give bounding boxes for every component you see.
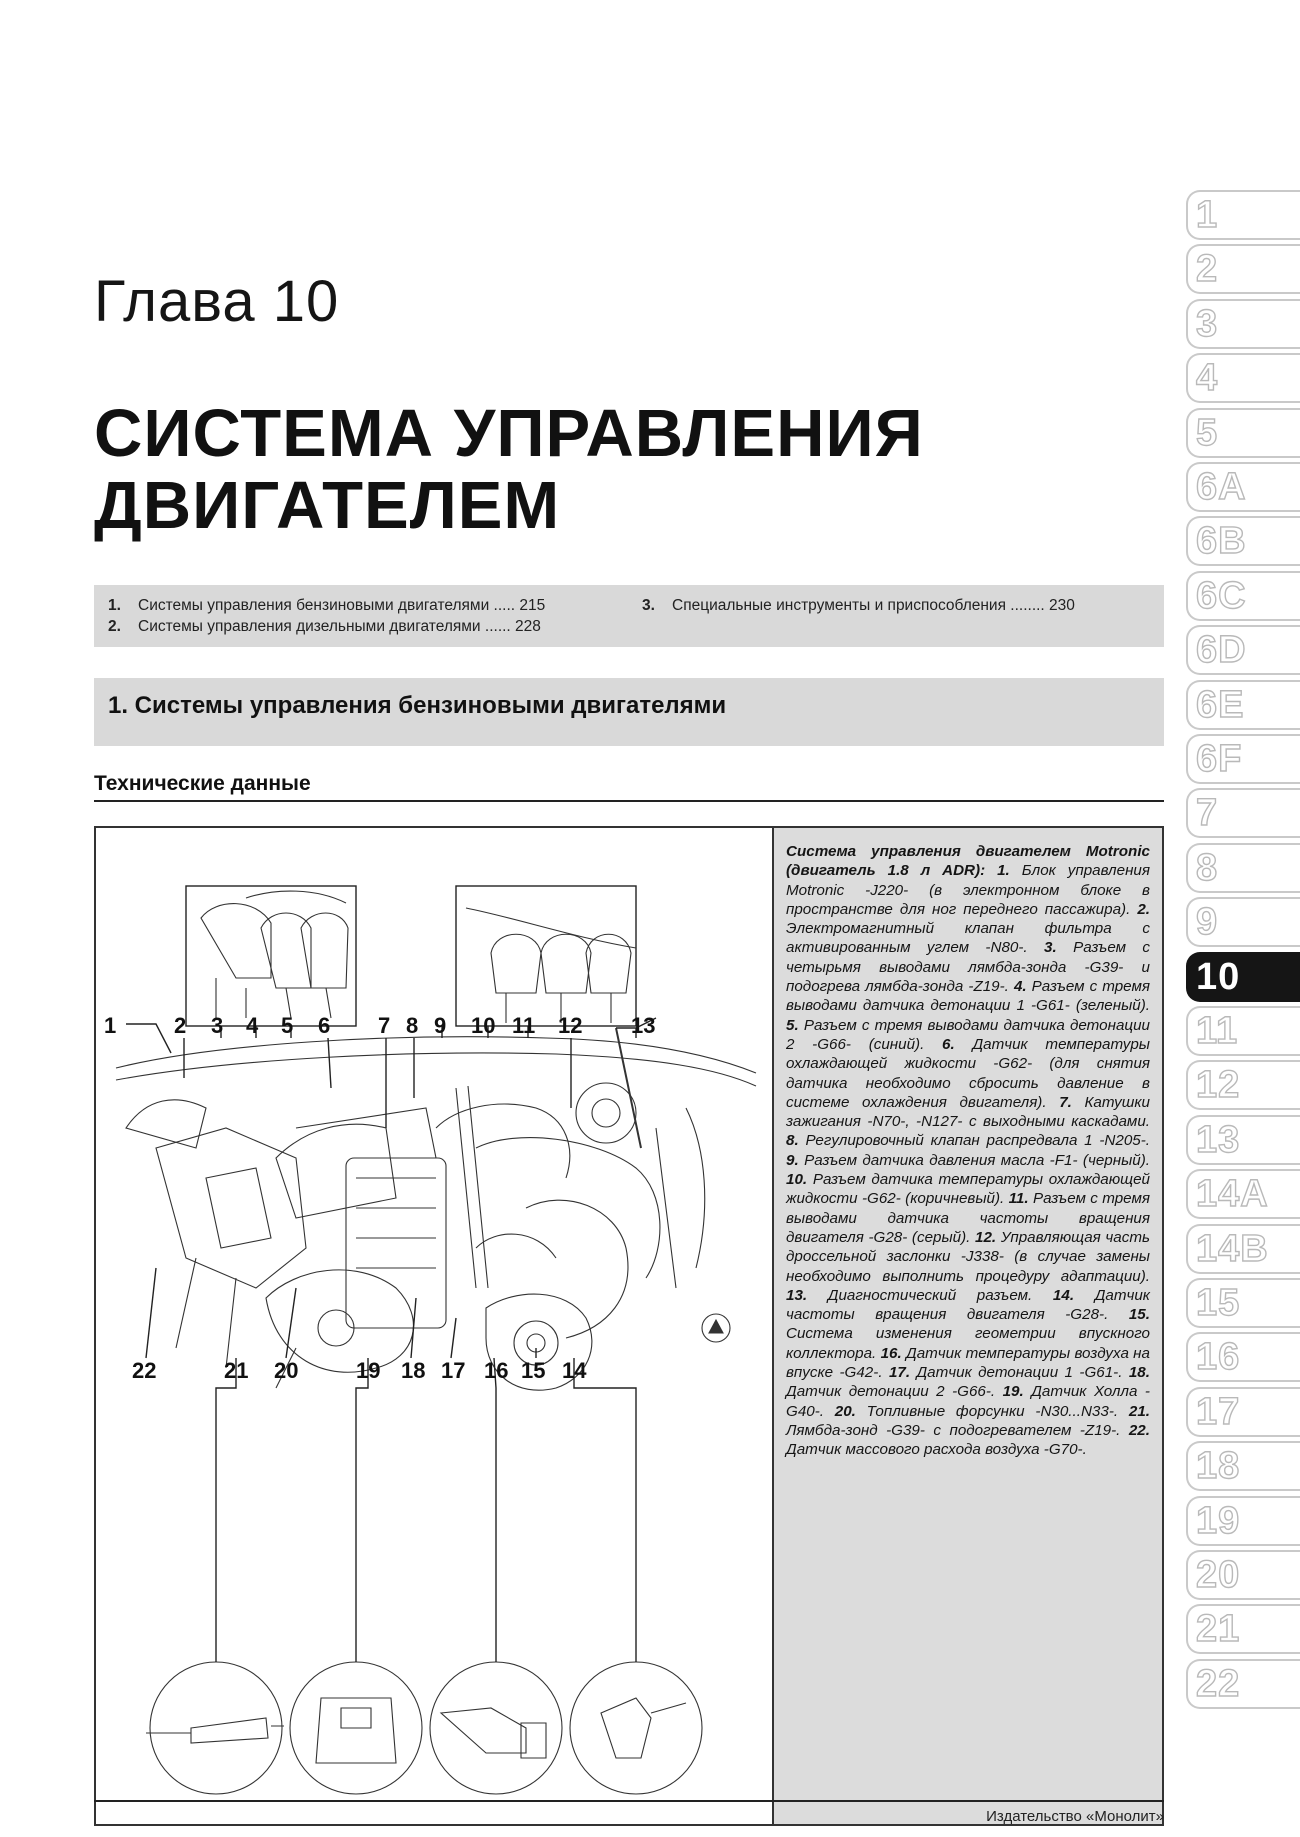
chapter-tab-label: 19 bbox=[1196, 1499, 1241, 1542]
chapter-tab[interactable] bbox=[1186, 244, 1300, 294]
chapter-tab-label: 7 bbox=[1196, 792, 1219, 835]
chapter-tab-label: 6E bbox=[1196, 683, 1245, 726]
chapter-tab[interactable] bbox=[1186, 1278, 1300, 1328]
chapter-tab[interactable] bbox=[1186, 571, 1300, 621]
chapter-tab-label: 22 bbox=[1196, 1662, 1241, 1705]
chapter-tab[interactable] bbox=[1186, 788, 1300, 838]
toc-item-2[interactable] bbox=[108, 618, 541, 636]
inset-connectors-right bbox=[456, 886, 636, 1026]
chapter-tab[interactable] bbox=[1186, 1115, 1300, 1165]
chapter-title-line1: СИСТЕМА УПРАВЛЕНИЯ bbox=[94, 396, 924, 471]
figure-caption: Система управления двигателем Motronic (двигатель 1.8 л ADR): 1. Блок управления Motronic -J220- (в электронном блоке в пространстве для ног переднего пассажира). 2. Электромагнитный клапан фильтра с активированным углем -N80-. 3. Разъем с четырьмя выводами лямбда-зонда -G39- и подогрева лямбда-зонда -Z19-. 4. Разъем с тремя выводами датчика детонации 1 -G61- (зеленый). 5. Разъем с тремя выводами датчика детонации 2 -G66- (синий). 6. Датчик температуры охлаждающей жидкости -G62- (для снятия датчика необходимо сбросить давление в системе охлаждения двигателя). 7. Катушки зажигания -N70-, -N127- с выходными каскадами. 8. Регулировочный клапан распредвала 1 -N205-. 9. Разъем датчика давления масла -F1- (черный). 10. Разъем датчика температуры охлаждающей жидкости -G62- (коричневый). 11. Разъем с тремя выводами датчика частоты вращения двигателя -G28- (серый). 12. Управляющая часть дроссельной заслонки -J338- (в случае замены необходимо выполнить процедуру адаптации). 13. Диагностический разъем. 14. Датчик частоты вращения двигателя -G28-. 15. Система изменения геометрии впускного коллектора. 16. Датчик температуры воздуха на впуске -G42-. 17. Датчик детонации 1 -G61-. 18. Датчик детонации 2 -G66-. 19. Датчик Холла -G40-. 20. Топливные форсунки -N30...N33-. 21. Лямбда-зонд -G39- с подогревателем -Z19-. 22. Датчик массового расхода воздуха -G70-. bbox=[772, 828, 1162, 1824]
chapter-tab-label: 6B bbox=[1196, 520, 1247, 563]
chapter-tab[interactable] bbox=[1186, 1169, 1300, 1219]
figure-label-14: 14 bbox=[562, 1358, 587, 1383]
chapter-tab[interactable] bbox=[1186, 1550, 1300, 1600]
chapter-tab[interactable] bbox=[1186, 1604, 1300, 1654]
chapter-tab-label: 8 bbox=[1196, 846, 1219, 889]
figure-label-13: 13 bbox=[631, 1013, 656, 1038]
footer-divider bbox=[94, 1800, 1164, 1802]
chapter-tab-label: 17 bbox=[1196, 1390, 1241, 1433]
engine-figure bbox=[94, 826, 1164, 1826]
chapter-tab[interactable] bbox=[1186, 1496, 1300, 1546]
chapter-tab[interactable] bbox=[1186, 1006, 1300, 1056]
figure-label-7: 7 bbox=[378, 1013, 391, 1038]
chapter-tab-label: 6A bbox=[1196, 466, 1247, 508]
figure-label-6: 6 bbox=[318, 1013, 331, 1038]
caption-heading: Система управления двигателем Motronic (двигатель 1.8 л ADR): bbox=[786, 843, 1150, 880]
chapter-tab-label: 14A bbox=[1196, 1173, 1269, 1216]
chapter-tab[interactable] bbox=[1186, 353, 1300, 403]
section-header bbox=[94, 678, 1164, 746]
figure-label-17: 17 bbox=[441, 1358, 466, 1383]
chapter-tab-label: 20 bbox=[1196, 1554, 1241, 1596]
subsection-divider bbox=[94, 800, 1164, 802]
chapter-tab[interactable] bbox=[1186, 408, 1300, 458]
chapter-tab[interactable] bbox=[1186, 843, 1300, 893]
figure-label-10: 10 bbox=[471, 1013, 496, 1038]
figure-label-12: 12 bbox=[558, 1013, 583, 1038]
toc-item-3[interactable] bbox=[642, 597, 1075, 615]
figure-label-19: 19 bbox=[356, 1358, 381, 1383]
chapter-tab-label: 12 bbox=[1196, 1064, 1241, 1107]
chapter-tab-label: 13 bbox=[1196, 1118, 1241, 1161]
chapter-title-line2: ДВИГАТЕЛЕМ bbox=[94, 468, 561, 543]
figure-label-3: 3 bbox=[211, 1013, 224, 1038]
figure-label-2: 2 bbox=[174, 1013, 187, 1038]
table-of-contents bbox=[94, 585, 1164, 647]
subsection-title: Технические данные bbox=[94, 772, 311, 795]
chapter-tab-label: 11 bbox=[1196, 1010, 1239, 1052]
toc-item-text: Системы управления бензиновыми двигателями ..... 215 bbox=[138, 597, 546, 614]
chapter-tab[interactable] bbox=[1186, 299, 1300, 349]
toc-item-number: 1. bbox=[108, 597, 121, 614]
toc-item-number: 2. bbox=[108, 618, 121, 635]
detail-insets bbox=[146, 1662, 702, 1794]
chapter-tab-label: 6C bbox=[1196, 574, 1247, 617]
chapter-tab[interactable] bbox=[1186, 734, 1300, 784]
toc-item-1[interactable] bbox=[108, 597, 545, 615]
connector-group-right bbox=[466, 908, 636, 1023]
chapter-tab[interactable] bbox=[1186, 625, 1300, 675]
chapter-tab[interactable] bbox=[1186, 1387, 1300, 1437]
chapter-tab[interactable] bbox=[1186, 680, 1300, 730]
chapter-tab-label: 18 bbox=[1196, 1445, 1241, 1488]
chapter-tab[interactable] bbox=[1186, 897, 1300, 947]
section-title: 1. Системы управления бензиновыми двигателями bbox=[108, 692, 727, 719]
figure-label-20: 20 bbox=[274, 1358, 299, 1383]
figure-label-15: 15 bbox=[521, 1358, 546, 1383]
chapter-tab[interactable] bbox=[1186, 190, 1300, 240]
toc-item-text: Специальные инструменты и приспособления ........ 230 bbox=[672, 597, 1075, 614]
figure-label-16: 16 bbox=[484, 1358, 509, 1383]
chapter-tab[interactable] bbox=[1186, 1332, 1300, 1382]
chapter-tab-label: 10 bbox=[1196, 955, 1241, 998]
chapter-tab[interactable] bbox=[1186, 1659, 1300, 1709]
chapter-tab[interactable] bbox=[1186, 516, 1300, 566]
chapter-tab[interactable] bbox=[1186, 952, 1300, 1002]
figure-label-11: 11 bbox=[512, 1013, 536, 1038]
toc-item-text: Системы управления дизельными двигателями ...... 228 bbox=[138, 618, 541, 635]
connector-group-left bbox=[201, 891, 348, 1018]
chapter-label: Глава 10 bbox=[94, 269, 340, 334]
chapter-tab-label: 5 bbox=[1196, 411, 1219, 454]
chapter-tab-label: 14B bbox=[1196, 1227, 1269, 1270]
chapter-tab-label: 2 bbox=[1196, 248, 1219, 291]
engine-bay-illustration bbox=[96, 828, 772, 1824]
chapter-tab[interactable] bbox=[1186, 462, 1300, 512]
chapter-tab-label: 16 bbox=[1196, 1336, 1241, 1379]
chapter-tab-label: 15 bbox=[1196, 1282, 1241, 1324]
figure-label-1: 1 bbox=[104, 1013, 117, 1038]
figure-label-4: 4 bbox=[246, 1013, 259, 1038]
figure-label-5: 5 bbox=[281, 1013, 294, 1038]
chapter-tab-label: 9 bbox=[1196, 901, 1219, 944]
chapter-tab[interactable] bbox=[1186, 1224, 1300, 1274]
publisher-name: Издательство «Монолит» bbox=[986, 1808, 1164, 1825]
chapter-title bbox=[94, 398, 924, 542]
chapter-tab-label: 21 bbox=[1196, 1608, 1241, 1651]
figure-label-9: 9 bbox=[434, 1013, 447, 1038]
figure-label-8: 8 bbox=[406, 1013, 419, 1038]
chapter-tab-label: 3 bbox=[1196, 302, 1219, 345]
chapter-tab-label: 4 bbox=[1196, 357, 1219, 400]
chapter-tab-label: 6D bbox=[1196, 629, 1247, 672]
figure-label-21: 21 bbox=[224, 1358, 249, 1383]
chapter-tab-label: 1 bbox=[1196, 194, 1219, 236]
chapter-tab[interactable] bbox=[1186, 1060, 1300, 1110]
engine-outline bbox=[116, 1028, 756, 1390]
figure-label-18: 18 bbox=[401, 1358, 426, 1383]
chapter-tab-label: 6F bbox=[1196, 738, 1243, 780]
figure-label-22: 22 bbox=[132, 1358, 157, 1383]
toc-item-number: 3. bbox=[642, 597, 655, 614]
chapter-tab[interactable] bbox=[1186, 1441, 1300, 1491]
